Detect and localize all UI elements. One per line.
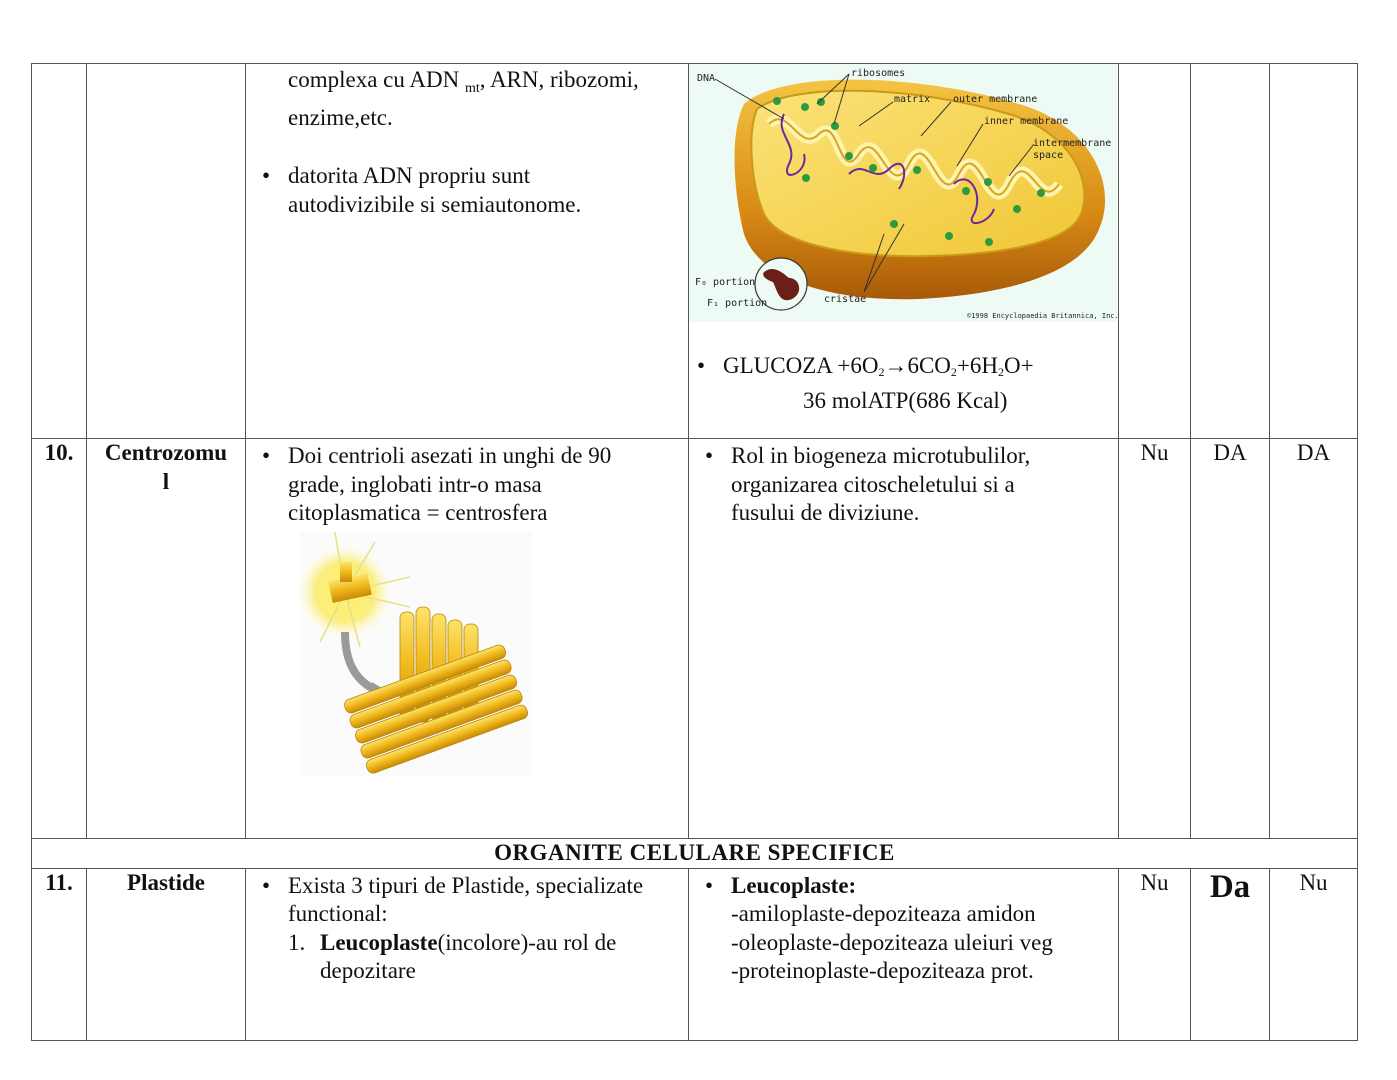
name-line-1: Centrozomu xyxy=(104,440,228,465)
table-row-plastide xyxy=(32,868,1358,1040)
table-row-centrozomul xyxy=(32,439,1358,839)
cell-col-a: Nu xyxy=(1119,868,1191,1040)
text: datorita ADN propriu sunt autodivizibile si semiautonome. xyxy=(288,163,582,217)
cell-col-c: DA xyxy=(1270,439,1358,839)
subscript: 2 xyxy=(998,365,1004,379)
cell-col-a xyxy=(1119,64,1191,439)
cell-number: 10. xyxy=(32,439,87,839)
subscript: 2 xyxy=(950,365,957,379)
cell-name: Plastide xyxy=(87,868,246,1040)
bullet-icon: • xyxy=(697,353,706,378)
text: GLUCOZA +6O xyxy=(723,353,879,378)
text: -oleoplaste-depoziteaza uleiuri veg xyxy=(731,929,1053,955)
bullet-list xyxy=(697,872,1110,986)
cell-col-c: Nu xyxy=(1270,868,1358,1040)
text: complexa cu ADN xyxy=(288,67,465,92)
cell-col-a: Nu xyxy=(1119,439,1191,839)
cell-number: 11. xyxy=(32,868,87,1040)
cell-col-c xyxy=(1270,64,1358,439)
list-item xyxy=(254,162,680,219)
text: Exista 3 tipuri de Plastide, specializate functional: xyxy=(288,872,644,926)
mitochondrion-diagram xyxy=(689,64,1117,322)
label-cristae: cristae xyxy=(824,294,867,305)
structure-text xyxy=(254,66,680,132)
cell-name xyxy=(87,64,246,439)
mitochondrion-icon xyxy=(689,64,1117,322)
label-outer-membrane: outer membrane xyxy=(953,94,1038,105)
cell-structure xyxy=(246,64,689,439)
cell-function xyxy=(689,439,1119,839)
cell-function xyxy=(689,868,1119,1040)
text: -amiloplaste-depoziteaza amidon xyxy=(731,901,1036,926)
label-inner-membrane: inner membrane xyxy=(984,116,1069,127)
text: +6H xyxy=(956,353,998,378)
label-f1-portion: F₁ portion xyxy=(707,298,768,309)
label-matrix: matrix xyxy=(894,94,931,105)
label-ribosomes: ribosomes xyxy=(851,68,906,79)
text: O+ xyxy=(1004,353,1034,378)
list-item xyxy=(288,929,680,986)
label-f0-portion: F₀ portion xyxy=(695,277,756,288)
bullet-icon: • xyxy=(705,443,714,468)
section-header: ORGANITE CELULARE SPECIFICE xyxy=(32,839,1358,869)
text: (incolore)-au rol de depozitare xyxy=(320,929,617,983)
numbered-list xyxy=(254,929,680,986)
text: , ARN, ribozomi, xyxy=(479,67,639,92)
text: -proteinoplaste-depoziteaza prot. xyxy=(731,958,1034,983)
text: Rol in biogeneza microtubulilor, organizarea citoscheletului si a fusului de diviziune. xyxy=(731,443,1031,525)
list-item xyxy=(254,442,680,528)
text: enzime,etc. xyxy=(288,104,393,130)
table-row-mitochondria-continued xyxy=(32,64,1358,439)
cell-function xyxy=(689,64,1119,439)
bullet-list xyxy=(697,442,1110,528)
label-space: space xyxy=(1033,150,1064,161)
bullet-list xyxy=(254,872,680,929)
text: Doi centrioli asezati in unghi de 90 grade, inglobati intr-o masa citoplasmatica = centrosfera xyxy=(288,443,612,525)
list-item xyxy=(697,442,1110,528)
bullet-icon: • xyxy=(705,872,714,898)
cell-number xyxy=(32,64,87,439)
cell-structure xyxy=(246,868,689,1040)
section-header-row xyxy=(32,839,1358,869)
cell-name xyxy=(87,439,246,839)
bullet-icon: • xyxy=(262,443,271,468)
subscript: 2 xyxy=(878,365,885,379)
image-credit: ©1998 Encyclopaedia Britannica, Inc. xyxy=(967,312,1117,320)
cell-col-b: DA xyxy=(1191,439,1270,839)
label-dna: DNA xyxy=(697,73,716,84)
name-line-2: l xyxy=(162,468,170,494)
subscript: mt xyxy=(464,81,480,96)
arrow-icon: → xyxy=(884,353,908,378)
organelles-table xyxy=(31,63,1358,1041)
list-item-equation xyxy=(689,352,1118,415)
bullet-list xyxy=(254,162,680,219)
cell-col-b xyxy=(1191,64,1270,439)
equation-line-1 xyxy=(723,353,1034,378)
text-bold: Da xyxy=(1209,868,1251,905)
cell-structure xyxy=(246,439,689,839)
label-intermembrane: intermembrane xyxy=(1033,138,1112,149)
list-item xyxy=(697,872,1110,986)
text-bold: Leucoplaste xyxy=(320,929,438,955)
equation-line-2: 36 molATP(686 Kcal) xyxy=(803,387,1008,413)
text-bold: Leucoplaste: xyxy=(731,872,857,898)
list-item xyxy=(254,872,680,929)
bullet-list xyxy=(254,442,680,528)
bullet-list xyxy=(689,352,1118,415)
cell-col-b xyxy=(1191,868,1270,1040)
text: 6CO xyxy=(907,353,951,378)
list-number: 1. xyxy=(288,929,306,955)
centriole-illustration xyxy=(300,532,532,777)
bullet-icon: • xyxy=(262,872,271,898)
bullet-icon: • xyxy=(262,163,271,188)
centriole-icon xyxy=(300,532,532,777)
